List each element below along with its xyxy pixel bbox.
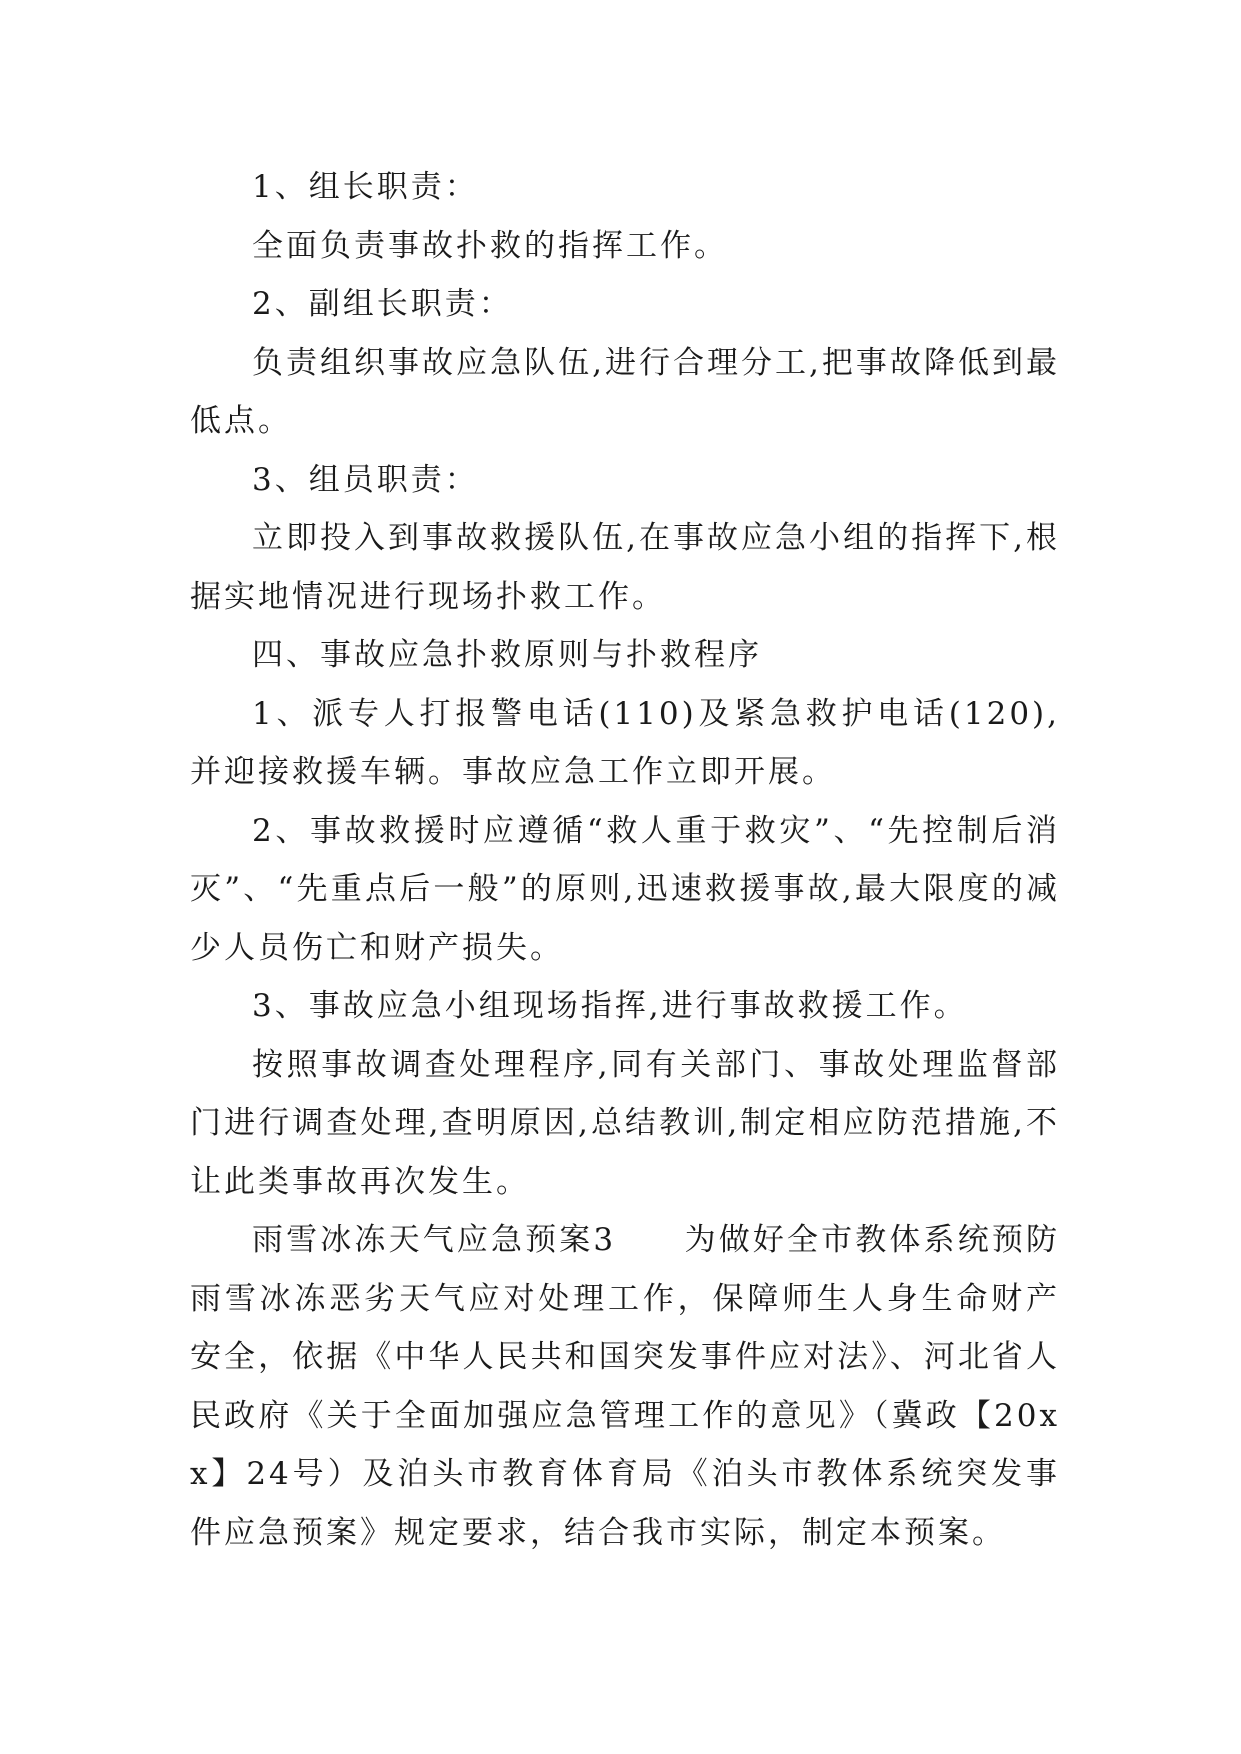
paragraph-investigation: 按照事故调查处理程序,同有关部门、事故处理监督部门进行调查处理,查明原因,总结教训,制定相应防范措施,不让此类事故再次发生。 xyxy=(190,1046,1060,1200)
paragraph-step-2: 2、事故救援时应遵循“救人重于救灾”、“先控制后消灭”、“先重点后一般”的原则,迅速救援事故,最大限度的减少人员伤亡和财产损失。 xyxy=(190,812,1060,966)
section-heading-principles: 四、事故应急扑救原则与扑救程序 xyxy=(252,637,762,673)
paragraph-step-3: 3、事故应急小组现场指挥,进行事故救援工作。 xyxy=(252,988,968,1024)
paragraph-member-duties: 立即投入到事故救援队伍,在事故应急小组的指挥下,根据实地情况进行现场扑救工作。 xyxy=(190,520,1060,615)
paragraph-leader-duties: 全面负责事故扑救的指挥工作。 xyxy=(252,227,728,264)
paragraph-member-duties-heading: 3、组员职责： xyxy=(252,461,479,498)
paragraph-leader-duties-heading: 1、组长职责： xyxy=(252,169,479,205)
paragraph-deputy-duties-heading: 2、副组长职责： xyxy=(252,286,513,322)
document-body xyxy=(190,158,1060,1562)
paragraph-plan-3-intro: 雨雪冰冻天气应急预案3 为做好全市教体系统预防雨雪冰冻恶劣天气应对处理工作，保障师生人身生命财产安全，依据《中华人民共和国突发事件应对法》、河北省人民政府《关于全面加强应急管理工作的意见》（冀政【20xx】24号）及泊头市教育体育局《泊头市教体系统突发事件应急预案》规定要求，结合我市实际，制定本预案。 xyxy=(190,1222,1060,1551)
paragraph-step-1: 1、派专人打报警电话(110)及紧急救护电话(120),并迎接救援车辆。事故应急工作立即开展。 xyxy=(190,695,1060,790)
paragraph-deputy-duties: 负责组织事故应急队伍,进行合理分工,把事故降低到最低点。 xyxy=(190,344,1060,439)
